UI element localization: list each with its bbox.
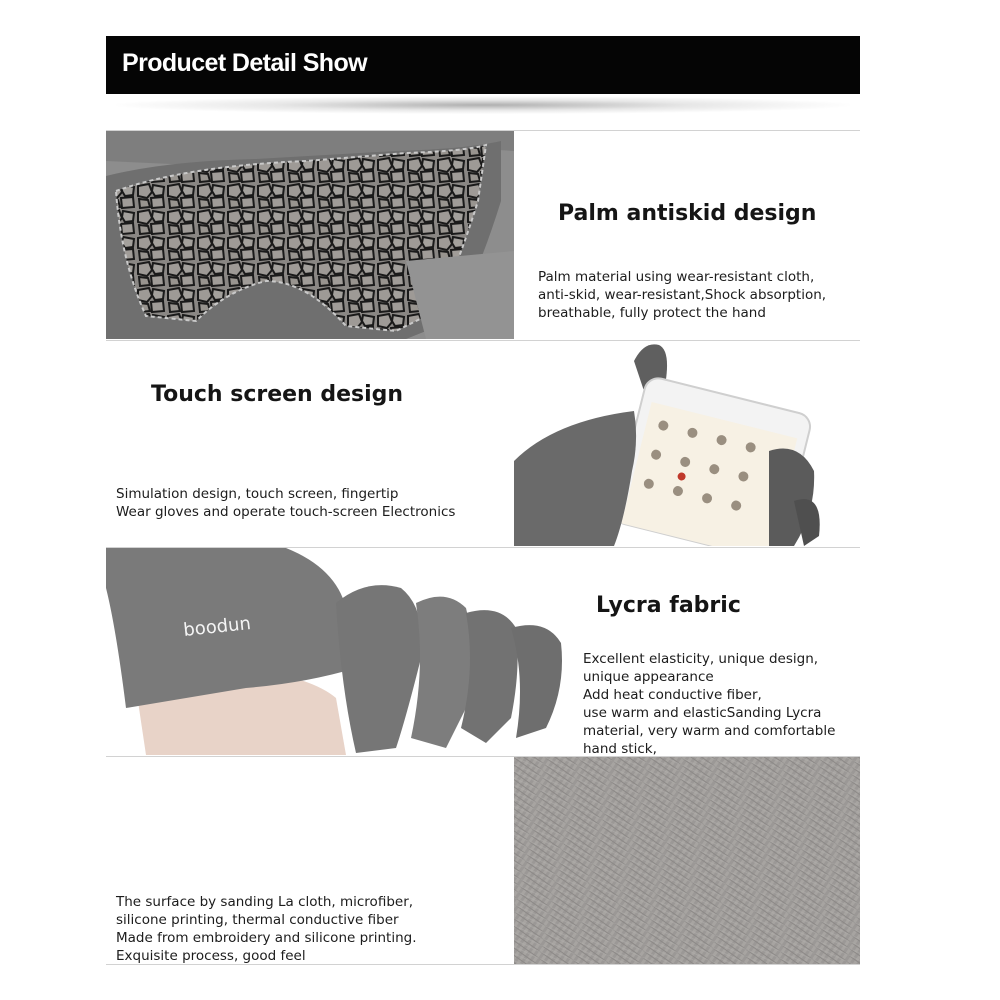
section-heading: Palm antiskid design bbox=[558, 201, 817, 226]
description-line: Add heat conductive fiber, bbox=[583, 687, 762, 703]
header-shadow-divider bbox=[116, 96, 850, 114]
description-line: Simulation design, touch screen, fingertip bbox=[116, 486, 399, 502]
section-touch-screen bbox=[106, 340, 860, 547]
fabric-texture-image bbox=[514, 757, 860, 964]
description-line: hand stick, bbox=[583, 741, 657, 756]
section-fabric-surface bbox=[106, 756, 860, 965]
section-description bbox=[538, 268, 826, 322]
header-banner bbox=[106, 36, 860, 94]
brand-logo-boodun: boodun bbox=[182, 613, 252, 641]
lycra-glove-image bbox=[106, 548, 568, 755]
description-line: breathable, fully protect the hand bbox=[538, 305, 766, 321]
description-line: The surface by sanding La cloth, microfiber, bbox=[116, 894, 414, 910]
description-line: use warm and elasticSanding Lycra bbox=[583, 705, 822, 721]
section-palm-antiskid bbox=[106, 130, 860, 340]
description-line: material, very warm and comfortable bbox=[583, 723, 836, 739]
section-heading: Lycra fabric bbox=[596, 593, 741, 618]
description-line: Exquisite process, good feel bbox=[116, 948, 306, 964]
description-line: Made from embroidery and silicone printing. bbox=[116, 930, 417, 946]
description-line: unique appearance bbox=[583, 669, 714, 685]
touch-screen-glove-image bbox=[514, 341, 860, 546]
description-line: Palm material using wear-resistant cloth, bbox=[538, 269, 815, 285]
page-title: Producet Detail Show bbox=[122, 49, 367, 77]
description-line: Excellent elasticity, unique design, bbox=[583, 651, 819, 667]
description-line: Wear gloves and operate touch-screen Electronics bbox=[116, 504, 456, 520]
section-heading: Touch screen design bbox=[151, 382, 404, 407]
section-description bbox=[116, 893, 417, 965]
palm-grip-image bbox=[106, 131, 514, 339]
section-description bbox=[116, 485, 455, 521]
description-line: anti-skid, wear-resistant,Shock absorption, bbox=[538, 287, 827, 303]
section-description bbox=[583, 650, 835, 756]
section-lycra-fabric bbox=[106, 547, 860, 756]
description-line: silicone printing, thermal conductive fiber bbox=[116, 912, 399, 928]
